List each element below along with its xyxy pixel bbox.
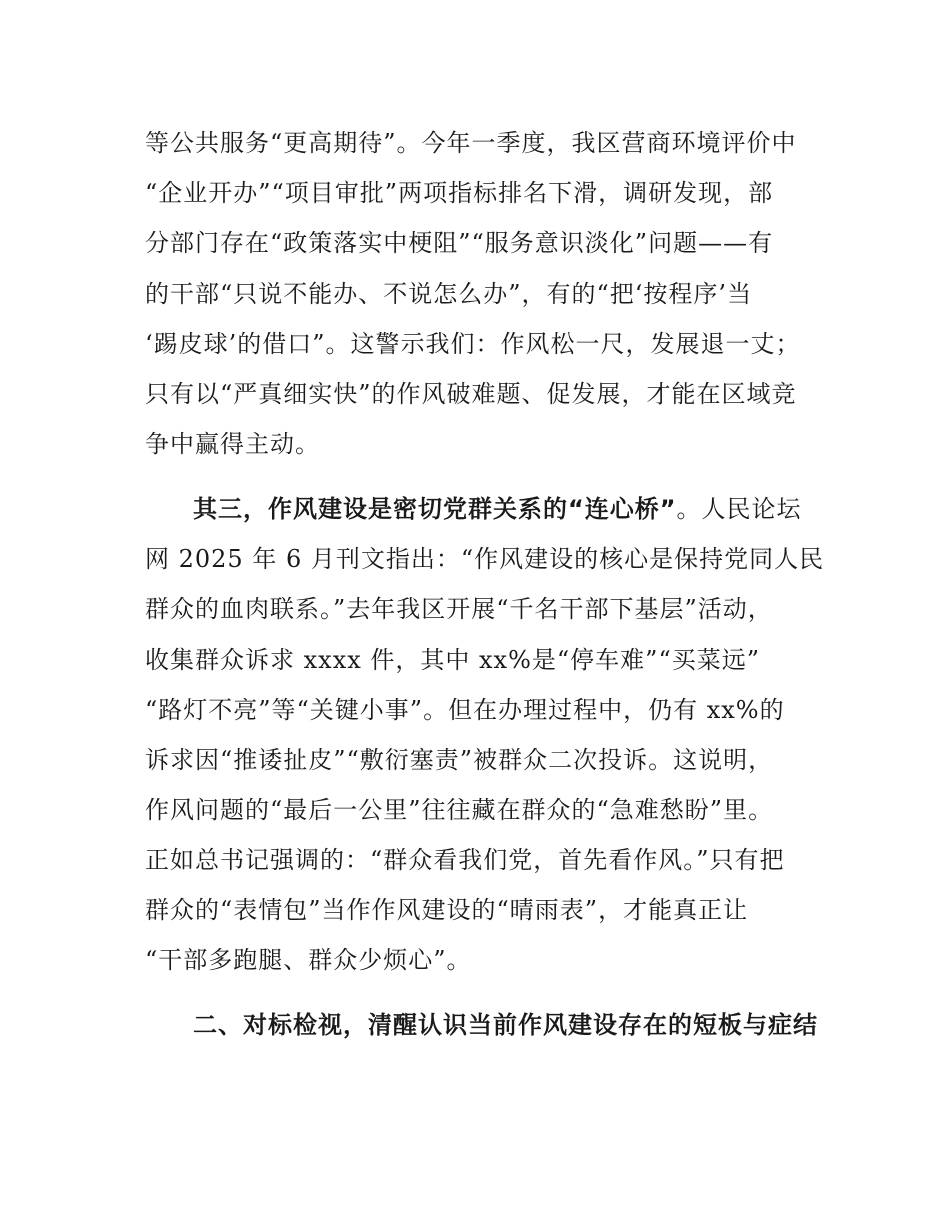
paragraph-line: “干部多跑腿、群众少烦心”。 bbox=[145, 946, 472, 974]
paragraph-line: 收集群众诉求 xxxx 件，其中 xx%是“停车难”“买菜远” bbox=[145, 646, 760, 674]
paragraph-line: 争中赢得主动。 bbox=[145, 430, 320, 458]
section-heading: 二、对标检视，清醒认识当前作风建设存在的短板与症结 bbox=[193, 1011, 818, 1039]
paragraph-line: “企业开办”“项目审批”两项指标排名下滑，调研发现，部 bbox=[145, 179, 774, 207]
paragraph-line: 群众的血肉联系。”去年我区开展“千名干部下基层”活动， bbox=[145, 595, 773, 623]
paragraph-line: ‘踢皮球’的借口”。这警示我们：作风松一尺，发展退一丈； bbox=[145, 330, 801, 358]
section-lead-bold: 其三，作风建设是密切党群关系的“连心桥” bbox=[193, 495, 677, 523]
paragraph-line: 诉求因“推诿扯皮”“敷衍塞责”被群众二次投诉。这说明， bbox=[145, 746, 774, 774]
paragraph-line: 的干部“只说不能办、不说怎么办”，有的“把‘按程序’当 bbox=[145, 280, 753, 308]
paragraph-line: 只有以“严真细实快”的作风破难题、促发展，才能在区域竞 bbox=[145, 380, 797, 408]
section-lead-rest: 。人民论坛 bbox=[676, 495, 802, 523]
paragraph-line: 作风问题的“最后一公里”往往藏在群众的“急难愁盼”里。 bbox=[145, 796, 774, 824]
paragraph-line: 群众的“表情包”当作作风建设的“晴雨表”，才能真正让 bbox=[145, 896, 749, 924]
paragraph-line: 正如总书记强调的：“群众看我们党，首先看作风。”只有把 bbox=[145, 846, 785, 874]
paragraph-lead-line bbox=[193, 494, 802, 524]
paragraph-line: 等公共服务“更高期待”。今年一季度，我区营商环境评价中 bbox=[145, 129, 797, 157]
paragraph-line: 分部门存在“政策落实中梗阻”“服务意识淡化”问题——有 bbox=[145, 229, 774, 257]
paragraph-line: “路灯不亮”等“关键小事”。但在办理过程中，仍有 xx%的 bbox=[145, 696, 785, 724]
paragraph-line: 网 2025 年 6 月刊文指出：“作风建设的核心是保持党同人民 bbox=[145, 545, 825, 573]
